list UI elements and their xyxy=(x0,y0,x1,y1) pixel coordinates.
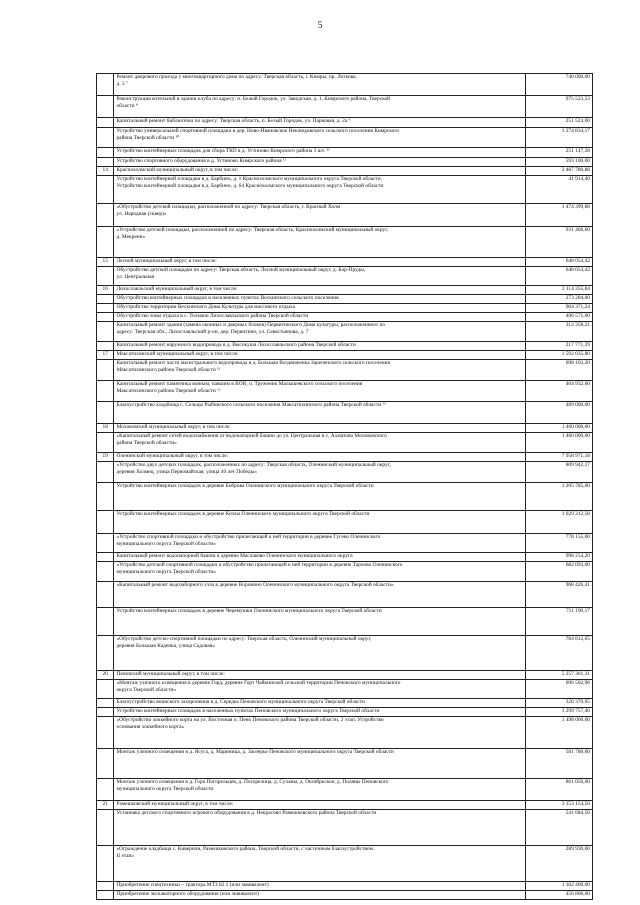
description-line: Обустройство детской площадки по адресу: Тверская область, Лесной муниципальный округ, д. Бор-Пруды, xyxy=(116,267,366,273)
row-number xyxy=(97,636,114,671)
description-line: округа Тверской области» xyxy=(116,687,177,694)
project-row xyxy=(97,227,593,258)
description-line: II этап» xyxy=(116,853,135,860)
row-amount: 456 800,00 xyxy=(526,891,593,900)
row-description xyxy=(114,749,526,779)
description-line: Максатихинский муниципальный округ, в том числе: xyxy=(116,351,239,357)
row-description xyxy=(114,671,526,680)
row-description xyxy=(114,483,526,511)
row-description xyxy=(114,258,526,267)
description-line: муниципального округа Тверской области» xyxy=(116,541,216,548)
project-row xyxy=(97,891,593,900)
description-line: д. Мекрени» xyxy=(116,234,146,241)
project-row xyxy=(97,511,593,534)
description-line: Устройство контейнерной площадки в д. Барбино, д. 64 Краснохолмского муниципального округа Тверской области xyxy=(116,183,384,190)
project-row xyxy=(97,717,593,749)
row-number xyxy=(97,846,114,882)
row-description xyxy=(114,402,526,424)
row-amount: 593 100,00 xyxy=(526,158,593,167)
row-number xyxy=(97,562,114,582)
municipality-row xyxy=(97,286,593,295)
row-description xyxy=(114,96,526,118)
row-amount: 1 474 399,88 xyxy=(526,204,593,227)
row-amount: 696 502,96 xyxy=(526,680,593,699)
project-row xyxy=(97,267,593,286)
row-number xyxy=(97,381,114,402)
project-row xyxy=(97,882,593,891)
row-amount: 2 487 780,88 xyxy=(526,167,593,176)
row-amount: 809 942,17 xyxy=(526,462,593,483)
row-number xyxy=(97,148,114,158)
row-description xyxy=(114,891,526,900)
row-description xyxy=(114,227,526,258)
funding-table xyxy=(96,73,593,900)
row-number xyxy=(97,699,114,708)
project-row xyxy=(97,74,593,96)
project-row xyxy=(97,749,593,779)
row-description xyxy=(114,433,526,453)
row-amount: 312 358,21 xyxy=(526,322,593,342)
description-line: Капитальный ремонт здания (замена оконных и дверных блоков) Первитинского Дома культуры, расположенного по xyxy=(116,322,386,328)
description-line: Устройство контейнерных площадок для сбора ТКО в д. Устиново Кимрского района 3 шт. ¹¹ xyxy=(116,148,330,154)
row-number xyxy=(97,176,114,204)
row-description xyxy=(114,204,526,227)
description-line: Лихославльский муниципальный округ, в том числе: xyxy=(116,286,238,292)
row-amount: 1 274 834,17 xyxy=(526,128,593,148)
description-line: Пеновский муниципальный округ, в том числе: xyxy=(116,671,225,677)
description-line: Монтаж уличного освещения в д. Гора Погорельцев, д. Погорелица, д. Суханы, д. Октябрьское, д. Поляны Пеновского xyxy=(116,779,389,785)
description-line: «Устройство детской площадки, расположенной по адресу: Тверская область, Краснохолмский муниципальный округ, xyxy=(116,227,389,233)
row-amount: 998 254,20 xyxy=(526,553,593,562)
description-line: «Капитальный ремонт сетей водоснабжения от водонапорной башни до ул. Центральная в с. Ахматово Молоковского xyxy=(116,433,387,439)
project-row xyxy=(97,433,593,453)
row-number xyxy=(97,779,114,801)
row-number xyxy=(97,810,114,846)
description-line: деревня Холмец, улица Первомайская, улица 40 лет Победы» xyxy=(116,469,257,476)
row-description xyxy=(114,167,526,176)
row-description xyxy=(114,360,526,381)
description-line: Капитальный ремонт наружного водопровода в д. Высокуша Лихославльского района Тверской области xyxy=(116,342,356,348)
row-description xyxy=(114,342,526,351)
description-line: Краснохолмский муниципальный округ, в том числе: xyxy=(116,167,239,173)
row-description xyxy=(114,176,526,204)
description-line: Устройство контейнерной площадки в д. Барбино, д. 1 Краснохолмского муниципального округа Тверской области, xyxy=(116,176,383,182)
description-line: «Устройство двух детских площадок, расположенных по адресу: Тверская область, Оленинский муниципальный округ, xyxy=(116,462,391,468)
project-row xyxy=(97,381,593,402)
description-line: «Обустройство хоккейного корта на ул. Восточная п. Пено Пеновского района Тверской области, 2 этап. Устройство xyxy=(116,717,384,723)
description-line: Благоустройство кладбища с. Сельцы Рыбинского сельского поселения Максатихинского района Тверской области ¹³ xyxy=(116,402,386,408)
project-row xyxy=(97,204,593,227)
project-row xyxy=(97,128,593,148)
description-line: района Тверской области» xyxy=(116,440,177,447)
row-amount: 251 147,28 xyxy=(526,148,593,158)
description-line: Молоковский муниципальный округ, в том числе: xyxy=(116,424,231,430)
municipality-row xyxy=(97,258,593,267)
row-amount: 1 302 400,00 xyxy=(526,882,593,891)
row-description xyxy=(114,534,526,553)
municipality-row xyxy=(97,424,593,433)
row-amount: 1 498 000,00 xyxy=(526,717,593,749)
row-description xyxy=(114,708,526,717)
description-line: Капитальный ремонт библиотеки по адресу: Тверская область, п. Белый Городок, ул. Парковая, д. 2а ⁹ xyxy=(116,118,351,124)
row-number xyxy=(97,322,114,342)
description-line: основания хоккейного корта» xyxy=(116,724,185,731)
row-amount: 711 190,17 xyxy=(526,608,593,636)
description-line: Благоустройство воинского захоронения в д. Середка Пеновского муниципального округа Тверской области xyxy=(116,699,365,705)
project-row xyxy=(97,304,593,313)
row-description xyxy=(114,313,526,322)
row-amount: 698 103,20 xyxy=(526,360,593,381)
description-line: «Капитальный ремонт водозаборного узла в деревне Воронино Оленинского муниципального округа Тверской области» xyxy=(116,582,394,588)
row-amount: 3 153 154,56 xyxy=(526,801,593,810)
description-line: адресу: Тверская обл., Лихославльский р-он, дер. Первитино, ул. Севастьянова, д. 7 xyxy=(116,329,309,336)
row-description xyxy=(114,717,526,749)
description-line: Устройство контейнерных площадок в деревне Черемушки Оленинского муниципального округа Тверской области xyxy=(116,608,382,614)
project-row xyxy=(97,699,593,708)
project-row xyxy=(97,118,593,128)
row-number xyxy=(97,511,114,534)
row-number xyxy=(97,582,114,608)
row-number xyxy=(97,304,114,313)
description-line: Устройство контейнерных площадок в населенных пунктах Пеновского муниципального округа Тверской области xyxy=(116,708,380,714)
row-number xyxy=(97,295,114,304)
row-amount: 273 284,00 xyxy=(526,295,593,304)
row-amount: 5 257 361,31 xyxy=(526,671,593,680)
municipality-row xyxy=(97,801,593,810)
project-row xyxy=(97,582,593,608)
description-line: «Устройство детской спортивной площадки и обустройство прилегающей к ней территории в деревне Тархово Оленинского xyxy=(116,562,403,568)
row-amount: 1 460 000,00 xyxy=(526,424,593,433)
row-amount: 320 370,95 xyxy=(526,699,593,708)
project-row xyxy=(97,322,593,342)
row-amount: 251 524,00 xyxy=(526,118,593,128)
row-description xyxy=(114,128,526,148)
row-number xyxy=(97,882,114,891)
row-amount: 740 000,00 xyxy=(526,74,593,96)
row-amount: 1 460 000,00 xyxy=(526,433,593,453)
row-amount: 682 093,00 xyxy=(526,562,593,582)
row-amount: 541 684,56 xyxy=(526,810,593,846)
project-row xyxy=(97,96,593,118)
project-row xyxy=(97,846,593,882)
row-number xyxy=(97,553,114,562)
description-line: Реконструкция котельной в здании клуба по адресу: п. Белый Городок, ул. Заводская, д. 1, Кимрского района, Тверской xyxy=(116,96,391,102)
row-number xyxy=(97,534,114,553)
description-line: Устройство контейнерных площадок в деревне Боброва Оленинского муниципального округа Тверской области xyxy=(116,483,374,489)
row-description xyxy=(114,810,526,846)
row-amount: 904 371,24 xyxy=(526,304,593,313)
description-line: «Ограждение кладбища с. Киверичи, Рамешковского района, Тверской области, с частичным благоустройством. xyxy=(116,846,375,852)
description-line: ул. Народная (сквер)» xyxy=(116,211,167,218)
description-line: Обустройство зоны отдыха в с. Толмачи Лихославльского района Тверской области xyxy=(116,313,309,319)
description-line: «Монтаж уличного освещения в деревне Горд, деревне Горт Чайкинской сельской территории Пеновского муниципального xyxy=(116,680,401,686)
row-description xyxy=(114,118,526,128)
description-line: Лесной муниципальный округ, в том числе: xyxy=(116,258,217,264)
description-line: ул. Центральная xyxy=(116,274,154,281)
project-row xyxy=(97,313,593,322)
row-number xyxy=(97,96,114,118)
description-line: Устройство контейнерных площадок в деревне Козлы Оленинского муниципального округа Тверской области xyxy=(116,511,370,517)
row-amount: 1 299 757,40 xyxy=(526,708,593,717)
row-description xyxy=(114,322,526,342)
row-number xyxy=(97,158,114,167)
row-number xyxy=(97,708,114,717)
row-amount: 778 155,00 xyxy=(526,534,593,553)
description-line: Капитальный ремонт памятника воинам, павшим в ВОВ, п. Труженик Малышевского сельского поселения xyxy=(116,381,363,387)
row-description xyxy=(114,608,526,636)
project-row xyxy=(97,534,593,553)
description-line: «Обустройство детско-спортивной площадки по адресу: Тверская область, Оленинский муниципальный округ, xyxy=(116,636,372,642)
project-row xyxy=(97,402,593,424)
row-amount: 2 114 355,84 xyxy=(526,286,593,295)
description-line: Оленинский муниципальный округ, в том числе: xyxy=(116,453,229,459)
row-amount: 289 930,00 xyxy=(526,846,593,882)
description-line: Монтаж уличного освещения в д. Ясуга, д. Мариница, д. Заозерье Пеновского муниципального округа Тверской области xyxy=(116,749,394,755)
description-line: Приобретение экскаваторного оборудования (или эквивалент) xyxy=(116,891,259,897)
municipality-row xyxy=(97,453,593,462)
project-row xyxy=(97,636,593,671)
row-number xyxy=(97,891,114,900)
municipality-row xyxy=(97,167,593,176)
row-number xyxy=(97,433,114,453)
row-number xyxy=(97,118,114,128)
row-number: 18 xyxy=(97,424,114,433)
municipality-row xyxy=(97,351,593,360)
project-row xyxy=(97,553,593,562)
row-description xyxy=(114,158,526,167)
row-number xyxy=(97,128,114,148)
row-number xyxy=(97,462,114,483)
row-number: 15 xyxy=(97,258,114,267)
row-number xyxy=(97,74,114,96)
description-line: Ремонт дворового проезда у многоквартирного дома по адресу: Тверская область, г. Кимры, пр. Лоткова, xyxy=(116,74,357,80)
description-line: Максатихинского района Тверской области ¹¹ xyxy=(116,367,221,374)
row-number: 16 xyxy=(97,286,114,295)
project-row xyxy=(97,360,593,381)
row-description xyxy=(114,381,526,402)
row-number xyxy=(97,342,114,351)
row-number xyxy=(97,313,114,322)
row-amount: 1 205 785,00 xyxy=(526,483,593,511)
description-line: Капитальный ремонт водонапорной башни в деревне Маслаково Оленинского муниципального округа xyxy=(116,553,353,559)
row-description xyxy=(114,304,526,313)
row-description xyxy=(114,636,526,671)
row-amount: 648 054,42 xyxy=(526,258,593,267)
row-amount: 975 523,53 xyxy=(526,96,593,118)
row-number xyxy=(97,717,114,749)
row-number xyxy=(97,680,114,699)
row-description xyxy=(114,286,526,295)
row-number xyxy=(97,402,114,424)
row-amount: 581 780,00 xyxy=(526,749,593,779)
row-description xyxy=(114,680,526,699)
row-amount: 931 466,60 xyxy=(526,227,593,258)
row-number xyxy=(97,360,114,381)
project-row xyxy=(97,342,593,351)
description-line: Устройство спортивного оборудования в д. Устиново Кимрского района ¹¹ xyxy=(116,158,287,164)
row-amount: 406 571,00 xyxy=(526,313,593,322)
row-description xyxy=(114,267,526,286)
project-row xyxy=(97,176,593,204)
row-number: 17 xyxy=(97,351,114,360)
description-line: д. 3 ⁷ xyxy=(116,81,128,88)
row-description xyxy=(114,553,526,562)
row-description xyxy=(114,562,526,582)
project-row xyxy=(97,680,593,699)
row-number: 19 xyxy=(97,453,114,462)
row-amount: 648 054,42 xyxy=(526,267,593,286)
project-row xyxy=(97,295,593,304)
project-row xyxy=(97,158,593,167)
description-line: области ⁸ xyxy=(116,103,138,110)
row-number xyxy=(97,608,114,636)
description-line: Устройство универсальной спортивной площадки в дер. Ново-Ивановское Неклюдовского сельского поселения Кимрского xyxy=(116,128,400,134)
description-line: Максатихинского района Тверской области ¹² xyxy=(116,388,221,395)
row-amount: 404 932,60 xyxy=(526,381,593,402)
project-row xyxy=(97,562,593,582)
row-number xyxy=(97,483,114,511)
project-row xyxy=(97,708,593,717)
description-line: муниципального округа Тверской области xyxy=(116,786,214,793)
row-number xyxy=(97,749,114,779)
row-description xyxy=(114,699,526,708)
row-description xyxy=(114,846,526,882)
description-line: Капитальный ремонт части магистрального водопровода в д. Большая Воздвиженка Зареченского сельского поселения xyxy=(116,360,390,366)
description-line: Обустройство контейнерных площадок в населенных пунктах Вескинского сельского поселения xyxy=(116,295,339,301)
row-description xyxy=(114,779,526,801)
row-amount: 784 812,65 xyxy=(526,636,593,671)
row-number: 14 xyxy=(97,167,114,176)
row-description xyxy=(114,148,526,158)
description-line: Приобретение спецтехники – трактора МТЗ 82.1 (или эквивалент) xyxy=(116,882,269,888)
row-amount: 41 914,40 xyxy=(526,176,593,204)
row-number xyxy=(97,227,114,258)
row-number xyxy=(97,204,114,227)
project-row xyxy=(97,148,593,158)
row-description xyxy=(114,351,526,360)
row-amount: 7 958 971,18 xyxy=(526,453,593,462)
row-description xyxy=(114,453,526,462)
project-row xyxy=(97,462,593,483)
description-line: района Тверской области ¹⁰ xyxy=(116,135,180,142)
description-line: муниципального округа Тверской области» xyxy=(116,569,216,576)
row-description xyxy=(114,582,526,608)
row-amount: 217 771,39 xyxy=(526,342,593,351)
row-number xyxy=(97,267,114,286)
funding-table-body xyxy=(97,74,593,900)
row-number: 20 xyxy=(97,671,114,680)
description-line: Обустройство территории Вескинского Дома Культуры для массового отдыха xyxy=(116,304,296,310)
description-line: Рамешковский муниципальный округ, в том числе: xyxy=(116,801,234,807)
project-row xyxy=(97,608,593,636)
row-amount: 489 000,00 xyxy=(526,402,593,424)
row-description xyxy=(114,74,526,96)
project-row xyxy=(97,779,593,801)
municipality-row xyxy=(97,671,593,680)
row-amount: 968 426,41 xyxy=(526,582,593,608)
row-description xyxy=(114,882,526,891)
description-line: «Устройство спортивной площадки и обустройство прилегающей к ней территории в деревне Гусево Оленинского xyxy=(116,534,381,540)
row-amount: 861 050,00 xyxy=(526,779,593,801)
project-row xyxy=(97,810,593,846)
row-amount: 1 029 312,58 xyxy=(526,511,593,534)
row-description xyxy=(114,295,526,304)
row-number: 21 xyxy=(97,801,114,810)
page-number: 5 xyxy=(317,20,323,30)
description-line: «Обустройство детской площадки, расположенной по адресу: Тверская область, г. Красный Холм xyxy=(116,204,341,210)
description-line: деревня Большая Каденка, улица Садовая» xyxy=(116,643,215,650)
description-line: Установка детского спортивного игрового оборудования в д. Некрасово Рамешковского района Тверской области xyxy=(116,810,377,816)
row-description xyxy=(114,801,526,810)
row-description xyxy=(114,511,526,534)
project-row xyxy=(97,483,593,511)
row-amount: 1 592 035,80 xyxy=(526,351,593,360)
row-description xyxy=(114,424,526,433)
row-description xyxy=(114,462,526,483)
